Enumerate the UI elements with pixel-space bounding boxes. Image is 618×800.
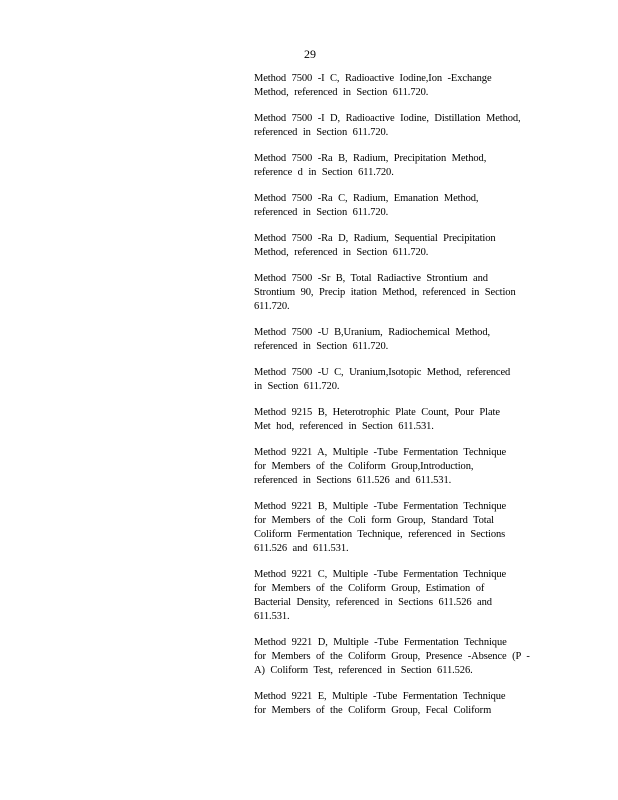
entry-line: for Members of the Coliform Group, Presence -Absence (P - (254, 651, 530, 662)
entry-line: referenced in Section 611.720. (254, 341, 389, 352)
page-number: 29 (304, 47, 316, 61)
entry-line: Method, referenced in Section 611.720. (254, 247, 429, 258)
method-entry (254, 272, 538, 314)
entry-line: in Section 611.720. (254, 381, 340, 392)
entry-line: reference d in Section 611.720. (254, 167, 394, 178)
entry-line: Bacterial Density, referenced in Sections 611.526 and (254, 597, 492, 608)
method-entry (254, 72, 538, 100)
entry-line: Method 7500 -U B,Uranium, Radiochemical Method, (254, 327, 491, 338)
entry-line: Method 9221 E, Multiple -Tube Fermentation Technique (254, 691, 506, 702)
entry-line: Method 9221 B, Multiple -Tube Fermentation Technique (254, 501, 507, 512)
entry-line: Met hod, referenced in Section 611.531. (254, 421, 434, 432)
entry-line: referenced in Section 611.720. (254, 207, 389, 218)
entry-line: Method 7500 -Ra C, Radium, Emanation Method, (254, 193, 479, 204)
entry-line: 611.526 and 611.531. (254, 543, 349, 554)
entry-line: Method 7500 -Sr B, Total Radiactive Strontium and (254, 273, 488, 284)
entry-line: for Members of the Coliform Group, Estimation of (254, 583, 485, 594)
entry-line: Method 7500 -Ra D, Radium, Sequential Precipitation (254, 233, 496, 244)
method-entry (254, 192, 538, 220)
method-entry (254, 690, 538, 718)
method-entry (254, 406, 538, 434)
method-entry (254, 112, 538, 140)
entry-line: referenced in Section 611.720. (254, 127, 389, 138)
method-entry (254, 232, 538, 260)
method-entry (254, 366, 538, 394)
entry-line: A) Coliform Test, referenced in Section 611.526. (254, 665, 473, 676)
method-reference-list (254, 72, 538, 730)
method-entry (254, 152, 538, 180)
entry-line: referenced in Sections 611.526 and 611.531. (254, 475, 452, 486)
entry-line: for Members of the Coliform Group, Fecal Coliform (254, 705, 492, 716)
method-entry (254, 326, 538, 354)
entry-line: Coliform Fermentation Technique, referenced in Sections (254, 529, 506, 540)
method-entry (254, 636, 538, 678)
entry-line: Method 9221 D, Multiple -Tube Fermentation Technique (254, 637, 507, 648)
entry-line: Strontium 90, Precip itation Method, referenced in Section (254, 287, 516, 298)
method-entry (254, 500, 538, 556)
entry-line: Method 7500 -U C, Uranium,Isotopic Method, referenced (254, 367, 511, 378)
entry-line: Method 7500 -I C, Radioactive Iodine,Ion -Exchange (254, 73, 492, 84)
entry-line: Method 9215 B, Heterotrophic Plate Count, Pour Plate (254, 407, 500, 418)
entry-line: 611.531. (254, 611, 290, 622)
method-entry (254, 568, 538, 624)
entry-line: for Members of the Coliform Group,Introduction, (254, 461, 474, 472)
entry-line: Method 7500 -I D, Radioactive Iodine, Distillation Method, (254, 113, 521, 124)
entry-line: Method 9221 C, Multiple -Tube Fermentation Technique (254, 569, 507, 580)
entry-line: for Members of the Coli form Group, Standard Total (254, 515, 494, 526)
entry-line: Method 9221 A, Multiple -Tube Fermentation Technique (254, 447, 507, 458)
entry-line: Method 7500 -Ra B, Radium, Precipitation Method, (254, 153, 487, 164)
method-entry (254, 446, 538, 488)
entry-line: 611.720. (254, 301, 290, 312)
entry-line: Method, referenced in Section 611.720. (254, 87, 429, 98)
